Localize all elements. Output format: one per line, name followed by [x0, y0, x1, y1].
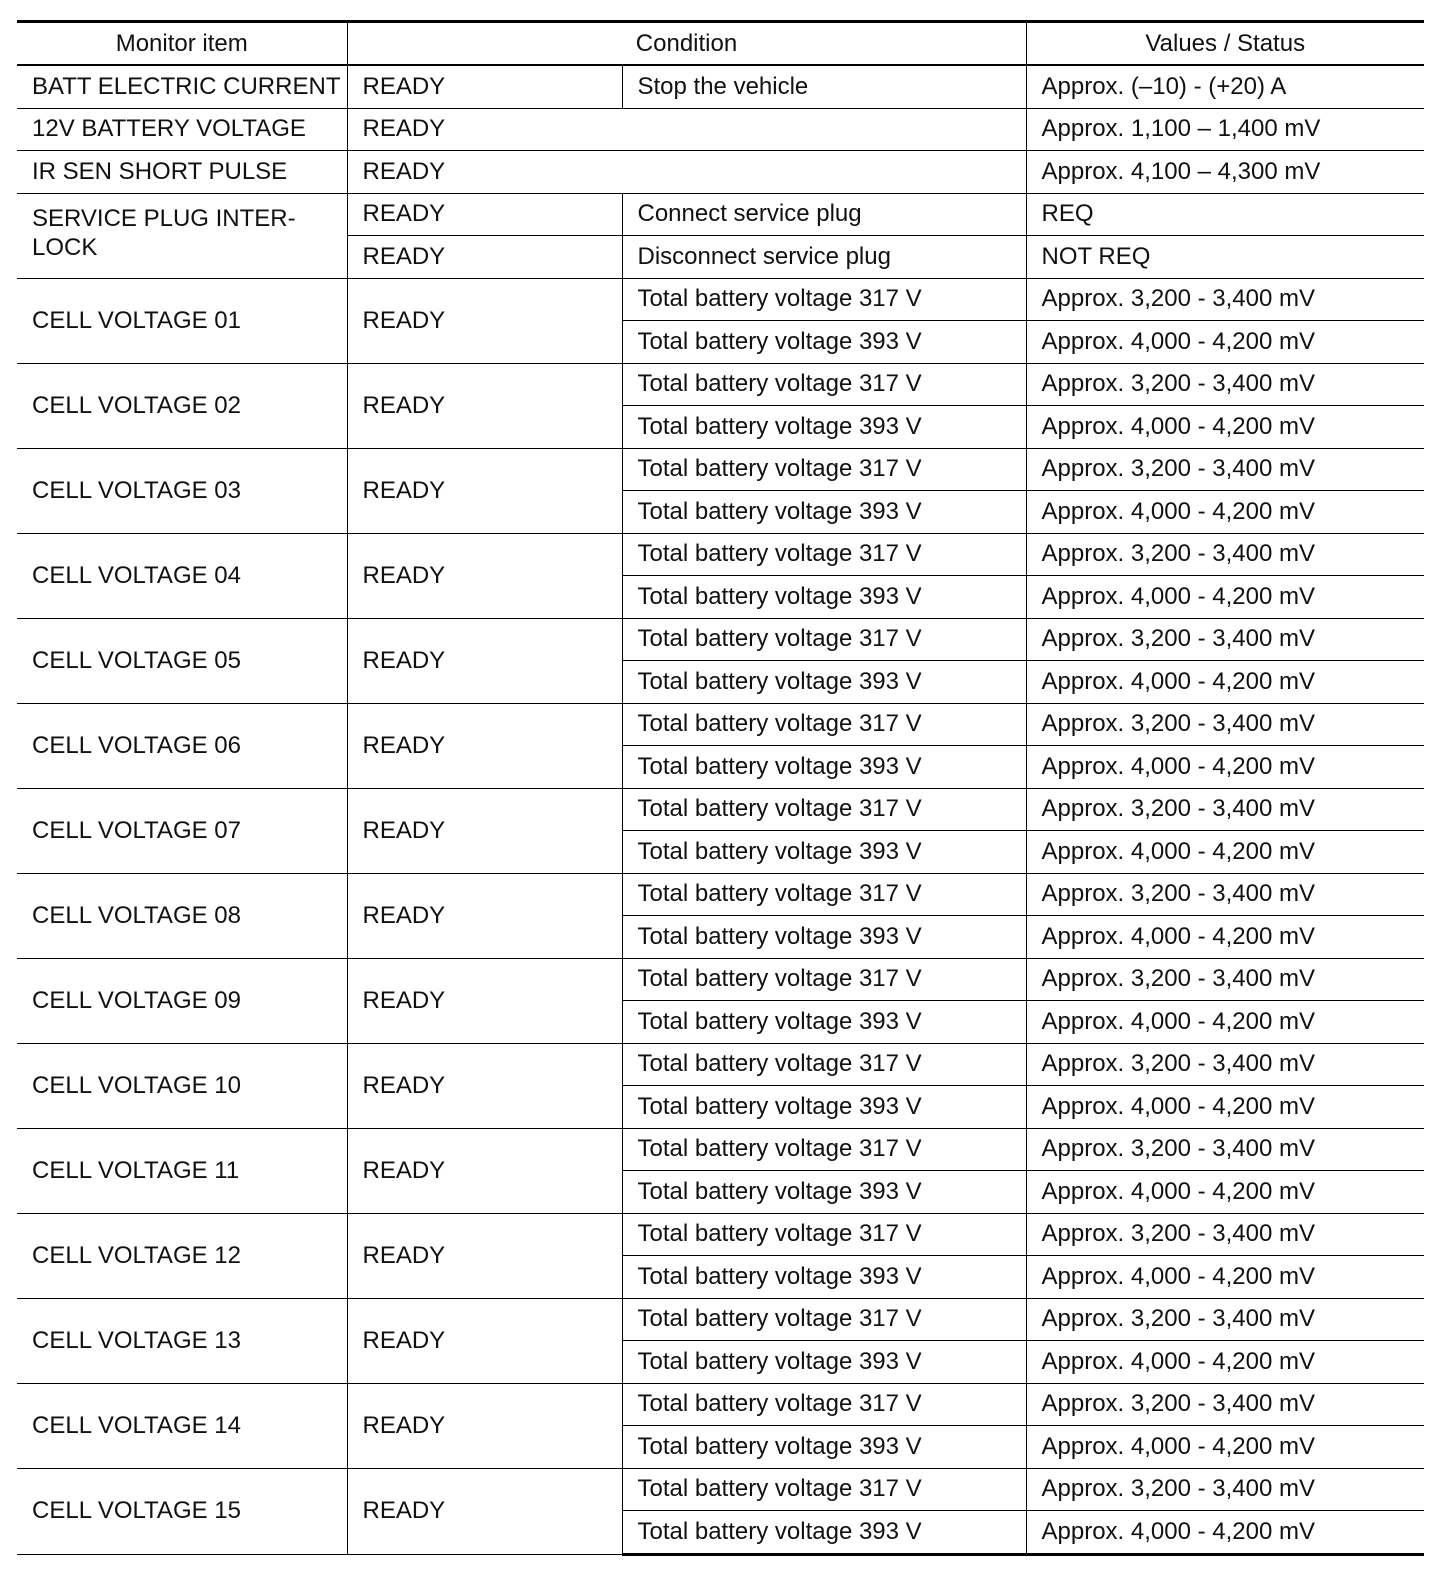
value-cell: Approx. 4,000 - 4,200 mV: [1026, 576, 1424, 619]
monitor-item-cell: 12V BATTERY VOLTAGE: [17, 108, 347, 151]
value-cell: Approx. 3,200 - 3,400 mV: [1026, 703, 1424, 746]
value-cell: Approx. 3,200 - 3,400 mV: [1026, 1213, 1424, 1256]
condition-cell: Total battery voltage 393 V: [622, 1171, 1026, 1214]
state-cell: READY: [347, 873, 622, 958]
condition-cell: Total battery voltage 393 V: [622, 831, 1026, 874]
condition-cell: Total battery voltage 317 V: [622, 1383, 1026, 1426]
state-cell: READY: [347, 1298, 622, 1383]
state-cell: READY: [347, 151, 1026, 194]
monitor-table: [17, 20, 1424, 1556]
monitor-item-cell: CELL VOLTAGE 04: [17, 533, 347, 618]
monitor-item-cell: CELL VOLTAGE 10: [17, 1043, 347, 1128]
value-cell: Approx. 4,000 - 4,200 mV: [1026, 916, 1424, 959]
value-cell: Approx. 4,000 - 4,200 mV: [1026, 406, 1424, 449]
table-row: [17, 108, 1424, 151]
monitor-item-cell: IR SEN SHORT PULSE: [17, 151, 347, 194]
monitor-item-cell: CELL VOLTAGE 05: [17, 618, 347, 703]
table-row: [17, 193, 1424, 236]
value-cell: Approx. 4,100 – 4,300 mV: [1026, 151, 1424, 194]
state-cell: READY: [347, 193, 622, 236]
state-cell: READY: [347, 788, 622, 873]
monitor-table-container: [17, 20, 1424, 1556]
condition-cell: Total battery voltage 317 V: [622, 1043, 1026, 1086]
monitor-item-cell: CELL VOLTAGE 13: [17, 1298, 347, 1383]
value-cell: REQ: [1026, 193, 1424, 236]
state-cell: READY: [347, 108, 1026, 151]
monitor-item-cell: CELL VOLTAGE 02: [17, 363, 347, 448]
state-cell: READY: [347, 363, 622, 448]
value-cell: Approx. 4,000 - 4,200 mV: [1026, 1171, 1424, 1214]
condition-cell: Total battery voltage 317 V: [622, 1468, 1026, 1511]
table-row: [17, 533, 1424, 576]
state-cell: READY: [347, 236, 622, 279]
monitor-item-cell: CELL VOLTAGE 15: [17, 1468, 347, 1554]
condition-cell: Total battery voltage 393 V: [622, 1256, 1026, 1299]
state-cell: READY: [347, 1043, 622, 1128]
table-row: [17, 958, 1424, 1001]
value-cell: Approx. (–10) - (+20) A: [1026, 65, 1424, 108]
state-cell: READY: [347, 1468, 622, 1554]
condition-cell: Stop the vehicle: [622, 65, 1026, 108]
table-row: [17, 1128, 1424, 1171]
condition-cell: Total battery voltage 317 V: [622, 958, 1026, 1001]
condition-cell: Total battery voltage 393 V: [622, 661, 1026, 704]
table-row: [17, 1383, 1424, 1426]
state-cell: READY: [347, 958, 622, 1043]
condition-cell: Total battery voltage 393 V: [622, 916, 1026, 959]
monitor-item-cell: CELL VOLTAGE 07: [17, 788, 347, 873]
condition-cell: Total battery voltage 393 V: [622, 1426, 1026, 1469]
state-cell: READY: [347, 278, 622, 363]
condition-cell: Total battery voltage 317 V: [622, 703, 1026, 746]
condition-cell: Total battery voltage 317 V: [622, 448, 1026, 491]
header-row: [17, 22, 1424, 66]
value-cell: Approx. 4,000 - 4,200 mV: [1026, 321, 1424, 364]
value-cell: Approx. 4,000 - 4,200 mV: [1026, 831, 1424, 874]
monitor-item-cell: CELL VOLTAGE 12: [17, 1213, 347, 1298]
table-body: [17, 65, 1424, 1554]
condition-cell: Total battery voltage 393 V: [622, 576, 1026, 619]
condition-cell: Total battery voltage 393 V: [622, 746, 1026, 789]
monitor-item-cell: BATT ELECTRIC CURRENT: [17, 65, 347, 108]
table-row: [17, 65, 1424, 108]
value-cell: Approx. 3,200 - 3,400 mV: [1026, 1043, 1424, 1086]
value-cell: Approx. 4,000 - 4,200 mV: [1026, 746, 1424, 789]
value-cell: Approx. 3,200 - 3,400 mV: [1026, 1468, 1424, 1511]
condition-cell: Total battery voltage 393 V: [622, 1341, 1026, 1384]
value-cell: Approx. 3,200 - 3,400 mV: [1026, 1383, 1424, 1426]
value-cell: Approx. 3,200 - 3,400 mV: [1026, 278, 1424, 321]
value-cell: Approx. 3,200 - 3,400 mV: [1026, 1128, 1424, 1171]
value-cell: Approx. 3,200 - 3,400 mV: [1026, 958, 1424, 1001]
value-cell: Approx. 4,000 - 4,200 mV: [1026, 661, 1424, 704]
monitor-item-cell: CELL VOLTAGE 03: [17, 448, 347, 533]
table-row: [17, 151, 1424, 194]
table-row: [17, 1468, 1424, 1511]
condition-cell: Total battery voltage 393 V: [622, 1511, 1026, 1555]
value-cell: Approx. 3,200 - 3,400 mV: [1026, 363, 1424, 406]
value-cell: Approx. 4,000 - 4,200 mV: [1026, 1256, 1424, 1299]
table-row: [17, 363, 1424, 406]
table-row: [17, 788, 1424, 831]
monitor-item-cell: CELL VOLTAGE 08: [17, 873, 347, 958]
condition-cell: Total battery voltage 317 V: [622, 873, 1026, 916]
condition-cell: Total battery voltage 393 V: [622, 1086, 1026, 1129]
table-row: [17, 278, 1424, 321]
table-row: [17, 873, 1424, 916]
state-cell: READY: [347, 1128, 622, 1213]
value-cell: Approx. 4,000 - 4,200 mV: [1026, 1086, 1424, 1129]
condition-cell: Disconnect service plug: [622, 236, 1026, 279]
table-row: [17, 448, 1424, 491]
monitor-item-cell: CELL VOLTAGE 01: [17, 278, 347, 363]
monitor-item-cell: CELL VOLTAGE 09: [17, 958, 347, 1043]
condition-cell: Total battery voltage 317 V: [622, 363, 1026, 406]
value-cell: Approx. 4,000 - 4,200 mV: [1026, 1001, 1424, 1044]
state-cell: READY: [347, 1213, 622, 1298]
condition-cell: Total battery voltage 317 V: [622, 618, 1026, 661]
monitor-item-cell: CELL VOLTAGE 06: [17, 703, 347, 788]
state-cell: READY: [347, 533, 622, 618]
table-row: [17, 703, 1424, 746]
condition-cell: Connect service plug: [622, 193, 1026, 236]
condition-cell: Total battery voltage 317 V: [622, 533, 1026, 576]
condition-cell: Total battery voltage 317 V: [622, 1128, 1026, 1171]
monitor-item-cell: SERVICE PLUG INTER-LOCK: [17, 193, 347, 278]
value-cell: Approx. 3,200 - 3,400 mV: [1026, 1298, 1424, 1341]
value-cell: Approx. 4,000 - 4,200 mV: [1026, 1426, 1424, 1469]
value-cell: Approx. 4,000 - 4,200 mV: [1026, 1511, 1424, 1555]
monitor-item-cell: CELL VOLTAGE 14: [17, 1383, 347, 1468]
value-cell: Approx. 4,000 - 4,200 mV: [1026, 491, 1424, 534]
table-row: [17, 1298, 1424, 1341]
condition-cell: Total battery voltage 317 V: [622, 788, 1026, 831]
header-condition: Condition: [347, 22, 1026, 66]
header-monitor-item: Monitor item: [17, 22, 347, 66]
state-cell: READY: [347, 448, 622, 533]
table-row: [17, 618, 1424, 661]
condition-cell: Total battery voltage 317 V: [622, 278, 1026, 321]
value-cell: Approx. 3,200 - 3,400 mV: [1026, 448, 1424, 491]
condition-cell: Total battery voltage 393 V: [622, 321, 1026, 364]
value-cell: Approx. 3,200 - 3,400 mV: [1026, 788, 1424, 831]
value-cell: Approx. 1,100 – 1,400 mV: [1026, 108, 1424, 151]
state-cell: READY: [347, 1383, 622, 1468]
table-row: [17, 1043, 1424, 1086]
monitor-item-cell: CELL VOLTAGE 11: [17, 1128, 347, 1213]
header-values-status: Values / Status: [1026, 22, 1424, 66]
value-cell: Approx. 3,200 - 3,400 mV: [1026, 533, 1424, 576]
condition-cell: Total battery voltage 393 V: [622, 1001, 1026, 1044]
value-cell: Approx. 3,200 - 3,400 mV: [1026, 873, 1424, 916]
state-cell: READY: [347, 618, 622, 703]
condition-cell: Total battery voltage 393 V: [622, 406, 1026, 449]
condition-cell: Total battery voltage 393 V: [622, 491, 1026, 534]
state-cell: READY: [347, 703, 622, 788]
value-cell: Approx. 4,000 - 4,200 mV: [1026, 1341, 1424, 1384]
condition-cell: Total battery voltage 317 V: [622, 1298, 1026, 1341]
table-row: [17, 1213, 1424, 1256]
state-cell: READY: [347, 65, 622, 108]
value-cell: NOT REQ: [1026, 236, 1424, 279]
value-cell: Approx. 3,200 - 3,400 mV: [1026, 618, 1424, 661]
condition-cell: Total battery voltage 317 V: [622, 1213, 1026, 1256]
